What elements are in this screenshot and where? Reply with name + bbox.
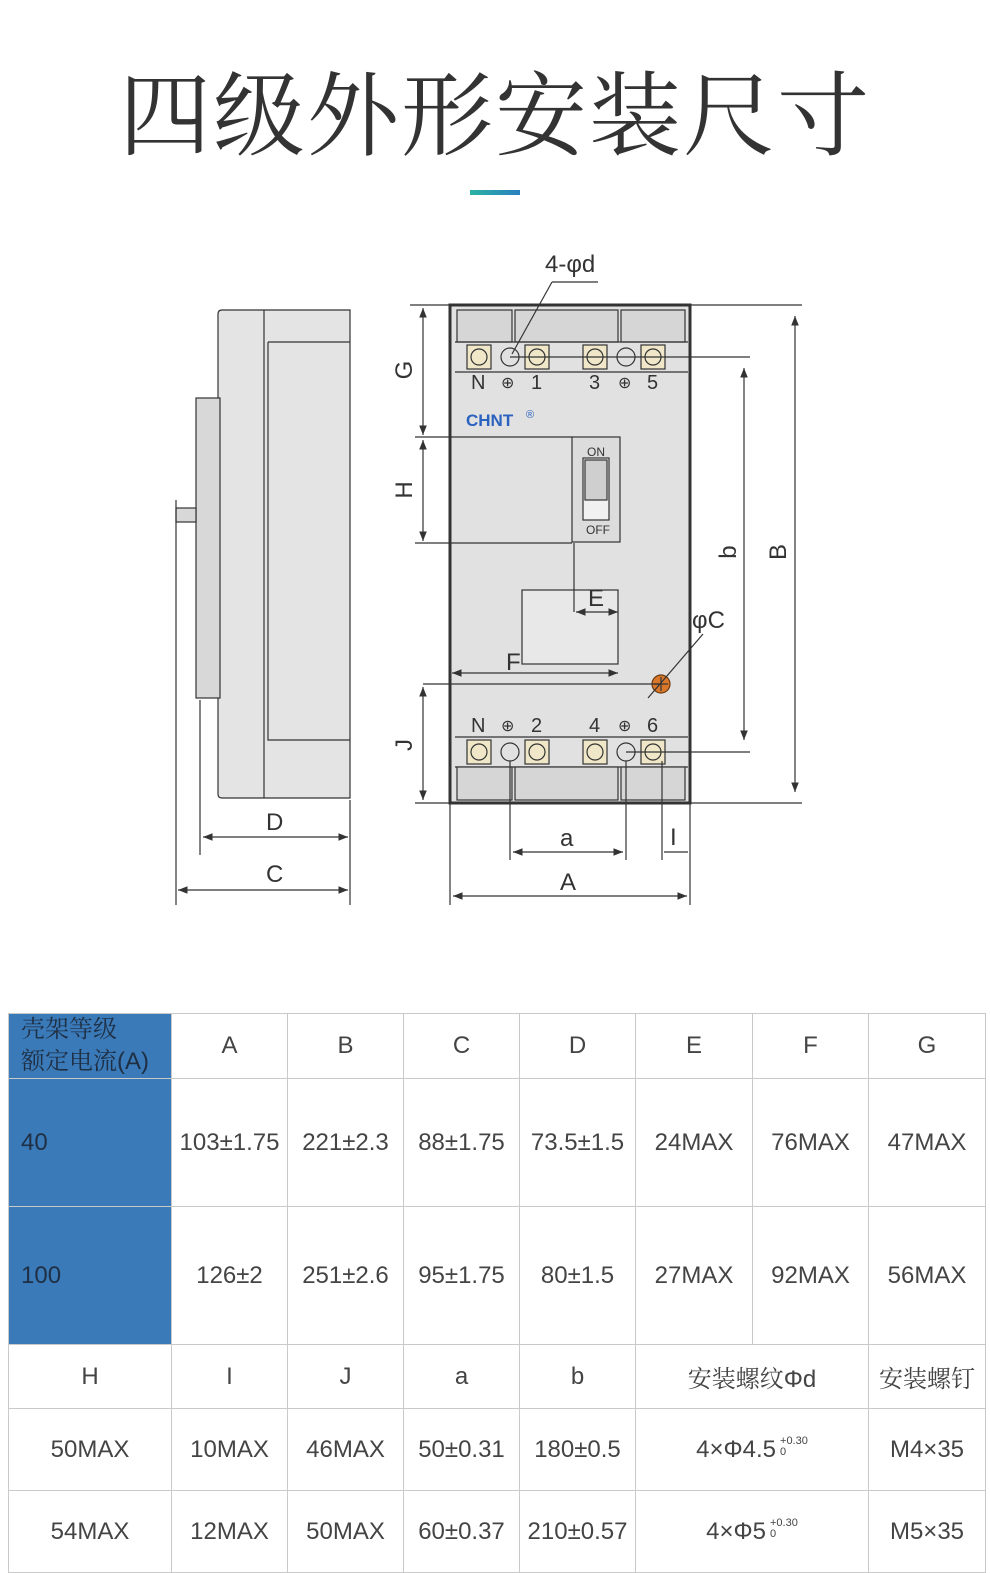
tolerance-lower: 0 [780,1445,787,1458]
column-header: J [288,1345,404,1409]
column-header: H [9,1345,172,1409]
column-header: B [288,1014,404,1079]
table-cell: 47MAX [869,1079,986,1207]
label-C: C [266,861,284,888]
table-cell: 76MAX [753,1079,869,1207]
terminal-label: ⊕ [501,718,515,735]
label-b: b [715,545,742,559]
column-header: a [404,1345,520,1409]
table-header-row [9,1014,986,1079]
column-header: D [520,1014,636,1079]
label-E: E [588,585,605,612]
label-J: J [391,739,418,751]
label-A: A [560,869,577,896]
label-phi-c: φC [692,607,725,634]
thread-cell [636,1409,869,1491]
table-cell: 56MAX [869,1207,986,1345]
table-cell: 50MAX [288,1491,404,1573]
table-cell: 24MAX [636,1079,753,1207]
terminal-label: 1 [531,372,543,394]
column-header: E [636,1014,753,1079]
tolerance-lower: 0 [770,1527,777,1540]
table-cell: 180±0.5 [520,1409,636,1491]
table-cell: 88±1.75 [404,1079,520,1207]
table-cell: M4×35 [869,1409,986,1491]
front-view [410,282,802,905]
column-header: 安装螺纹Φd [636,1345,869,1409]
thread-cell [636,1491,869,1573]
rating-header-cell [9,1014,172,1079]
column-header: F [753,1014,869,1079]
rating-header-line1: 壳架等级 [21,1016,117,1043]
table-row [9,1079,986,1207]
page-title: 四级外形安装尺寸 [118,63,871,170]
label-F: F [506,649,521,676]
thread-value: 4×Φ4.5 [696,1435,777,1463]
table-cell: 103±1.75 [172,1079,288,1207]
table-cell: 80±1.5 [520,1207,636,1345]
terminal-label: 4 [589,715,601,737]
rating-cell: 40 [9,1079,172,1207]
label-D: D [266,809,284,836]
table-row [9,1207,986,1345]
table-cell: 60±0.37 [404,1491,520,1573]
label-G: G [391,360,418,380]
rating-header-line2: 额定电流(A) [21,1048,149,1075]
table-header-row [9,1345,986,1409]
tolerance [780,1436,808,1458]
table-cell: 95±1.75 [404,1207,520,1345]
thread-value: 4×Φ5 [706,1517,766,1545]
brand-logo: CHNT [466,411,514,430]
label-I: I [670,824,677,851]
table-cell: 50±0.31 [404,1409,520,1491]
table-cell: 50MAX [9,1409,172,1491]
table-cell: 221±2.3 [288,1079,404,1207]
tolerance [770,1518,798,1540]
table-cell: 54MAX [9,1491,172,1573]
label-B: B [765,543,792,561]
terminal-label: 3 [589,372,601,394]
tolerance-upper: +0.30 [780,1434,808,1447]
terminal-label: ⊕ [618,375,632,392]
dimension-drawing [0,230,990,920]
table-cell: 73.5±1.5 [520,1079,636,1207]
table-cell: 126±2 [172,1207,288,1345]
column-header: A [172,1014,288,1079]
side-view [176,310,350,905]
rating-cell: 100 [9,1207,172,1345]
column-header: 安装螺钉 [869,1345,986,1409]
terminal-label: 2 [531,715,543,737]
column-header: G [869,1014,986,1079]
table-row [9,1491,986,1573]
table-cell: 251±2.6 [288,1207,404,1345]
column-header: I [172,1345,288,1409]
table-cell: 92MAX [753,1207,869,1345]
table-cell: 12MAX [172,1491,288,1573]
table-cell: 10MAX [172,1409,288,1491]
switch-on-label: ON [587,445,605,459]
table-cell: M5×35 [869,1491,986,1573]
column-header: C [404,1014,520,1079]
table-row [9,1409,986,1491]
label-phi-d: 4-φd [545,251,596,278]
terminal-label: ⊕ [501,375,515,392]
tolerance-upper: +0.30 [770,1516,798,1529]
column-header: b [520,1345,636,1409]
table-cell: 46MAX [288,1409,404,1491]
table-cell: 210±0.57 [520,1491,636,1573]
title-underline [470,190,520,195]
label-a: a [560,825,574,852]
terminal-label: N [471,372,486,394]
terminal-label: 6 [647,715,659,737]
switch-off-label: OFF [586,523,610,537]
table-cell: 27MAX [636,1207,753,1345]
label-H: H [391,481,418,499]
brand-registered-mark: ® [526,409,535,421]
terminal-label: ⊕ [618,718,632,735]
terminal-label: 5 [647,372,659,394]
dimension-table [8,1013,986,1573]
terminal-label: N [471,715,486,737]
